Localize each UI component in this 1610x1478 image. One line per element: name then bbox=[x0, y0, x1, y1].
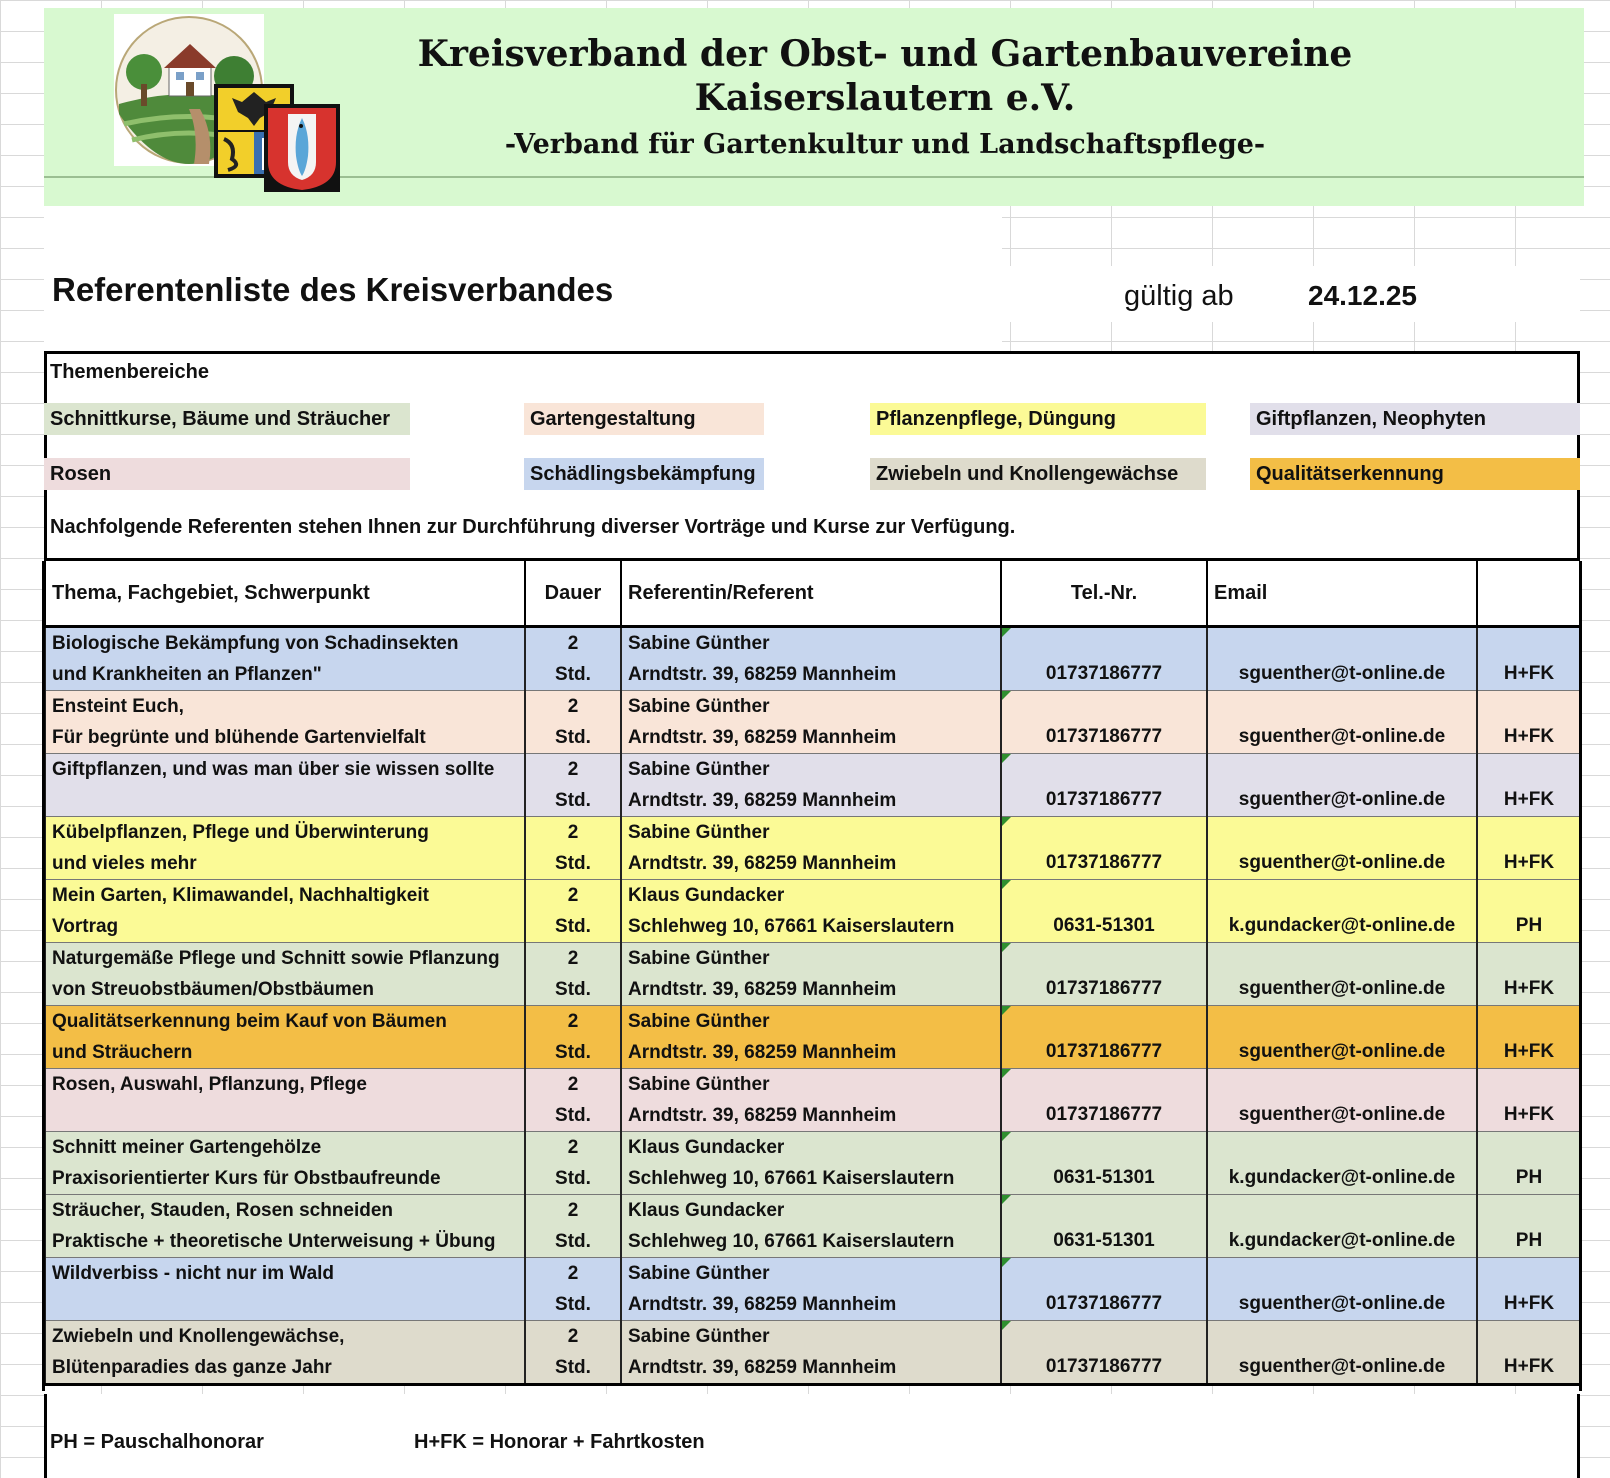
email-cell-email: k.gundacker@t-online.de bbox=[1228, 915, 1456, 936]
speaker-cell-name: Sabine Günther bbox=[628, 822, 770, 843]
topic-cell-topic2: Vortrag bbox=[52, 916, 119, 937]
phone-cell-phone: 0631-51301 bbox=[1053, 1167, 1155, 1188]
topic-cell-topic2: Für begrünte und blühende Gartenvielfalt bbox=[52, 727, 426, 748]
email-cell bbox=[1207, 880, 1477, 943]
email-cell-email: sguenther@t-online.de bbox=[1238, 789, 1446, 810]
duration-cell-dur2: Std. bbox=[555, 853, 591, 874]
date-area bbox=[1002, 266, 1580, 322]
email-cell-email: sguenther@t-online.de bbox=[1238, 663, 1446, 684]
organization-title-line2: Kaiserslautern e.V. bbox=[694, 77, 1076, 119]
phone-cell-phone: 01737186777 bbox=[1045, 663, 1163, 684]
topic-cell-topic1: Rosen, Auswahl, Pflanzung, Pflege bbox=[52, 1074, 367, 1095]
speaker-cell-name: Sabine Günther bbox=[628, 1011, 770, 1032]
topic-cell bbox=[45, 1006, 525, 1069]
column-header-email: Email bbox=[1207, 561, 1477, 627]
topic-cell bbox=[45, 1132, 525, 1195]
topic-chip-pruning: Schnittkurse, Bäume und Sträucher bbox=[44, 403, 410, 435]
topic-cell bbox=[45, 1258, 525, 1321]
phone-cell-phone: 01737186777 bbox=[1045, 1293, 1163, 1314]
speaker-cell bbox=[621, 754, 1001, 817]
fee-cell-fee: PH bbox=[1515, 915, 1543, 936]
duration-cell bbox=[525, 627, 621, 691]
phone-cell bbox=[1001, 817, 1207, 880]
duration-cell-dur2: Std. bbox=[555, 727, 591, 748]
topic-cell-topic1: Ensteint Euch, bbox=[52, 696, 184, 717]
email-cell bbox=[1207, 1006, 1477, 1069]
email-cell bbox=[1207, 1258, 1477, 1321]
speaker-cell-address: Schlehweg 10, 67661 Kaiserslautern bbox=[628, 1168, 955, 1189]
fee-cell bbox=[1477, 943, 1581, 1006]
topic-cell-topic2: Blütenparadies das ganze Jahr bbox=[52, 1357, 332, 1378]
speaker-cell-name: Sabine Günther bbox=[628, 1263, 770, 1284]
phone-cell bbox=[1001, 627, 1207, 691]
speaker-cell-address: Arndtstr. 39, 68259 Mannheim bbox=[628, 853, 897, 874]
fee-cell bbox=[1477, 1069, 1581, 1132]
topic-chip-garden-design: Gartengestaltung bbox=[524, 403, 764, 435]
email-cell bbox=[1207, 1195, 1477, 1258]
topic-cell bbox=[45, 817, 525, 880]
phone-cell bbox=[1001, 880, 1207, 943]
duration-cell-dur2: Std. bbox=[555, 1168, 591, 1189]
speaker-cell-address: Arndtstr. 39, 68259 Mannheim bbox=[628, 1042, 897, 1063]
speaker-cell bbox=[621, 943, 1001, 1006]
column-header-speaker: Referentin/Referent bbox=[621, 561, 1001, 627]
fee-cell bbox=[1477, 1195, 1581, 1258]
speaker-cell-address: Schlehweg 10, 67661 Kaiserslautern bbox=[628, 916, 955, 937]
duration-cell bbox=[525, 691, 621, 754]
table-row bbox=[45, 1006, 1581, 1069]
phone-cell bbox=[1001, 691, 1207, 754]
topic-chip-bulbs: Zwiebeln und Knollengewächse bbox=[870, 458, 1206, 490]
topic-cell-topic1: Mein Garten, Klimawandel, Nachhaltigkeit bbox=[52, 885, 429, 906]
organization-title-line1: Kreisverband der Obst- und Gartenbauvereine bbox=[417, 33, 1353, 75]
phone-cell-phone: 01737186777 bbox=[1045, 789, 1163, 810]
topic-cell-topic1: Qualitätserkennung beim Kauf von Bäumen bbox=[52, 1011, 447, 1032]
duration-cell-dur1: 2 bbox=[567, 1263, 579, 1284]
topic-cell bbox=[45, 691, 525, 754]
speaker-cell-address: Arndtstr. 39, 68259 Mannheim bbox=[628, 979, 897, 1000]
phone-cell-phone: 01737186777 bbox=[1045, 1356, 1163, 1377]
legend-bg bbox=[47, 1394, 1577, 1478]
fish-coat-of-arms-icon bbox=[264, 104, 340, 192]
fee-cell bbox=[1477, 691, 1581, 754]
topic-cell bbox=[45, 1321, 525, 1385]
speaker-cell bbox=[621, 627, 1001, 691]
table-row bbox=[45, 691, 1581, 754]
duration-cell-dur2: Std. bbox=[555, 979, 591, 1000]
duration-cell bbox=[525, 880, 621, 943]
legend-ph: PH = Pauschalhonorar bbox=[50, 1431, 264, 1453]
duration-cell bbox=[525, 1321, 621, 1385]
fee-cell-fee: H+FK bbox=[1503, 1356, 1555, 1377]
table-row bbox=[45, 1069, 1581, 1132]
phone-cell-phone: 0631-51301 bbox=[1053, 1230, 1155, 1251]
speaker-cell-name: Klaus Gundacker bbox=[628, 885, 785, 906]
topic-cell-topic1: Giftpflanzen, und was man über sie wissen sollte bbox=[52, 759, 495, 780]
topic-heading: Themenbereiche bbox=[50, 361, 209, 383]
speaker-cell-address: Arndtstr. 39, 68259 Mannheim bbox=[628, 1357, 897, 1378]
duration-cell-dur1: 2 bbox=[567, 1074, 579, 1095]
speaker-table bbox=[44, 561, 1582, 1386]
topic-cell bbox=[45, 1069, 525, 1132]
email-cell bbox=[1207, 817, 1477, 880]
fee-cell bbox=[1477, 1006, 1581, 1069]
speaker-cell-name: Klaus Gundacker bbox=[628, 1137, 785, 1158]
duration-cell bbox=[525, 1069, 621, 1132]
table-row bbox=[45, 880, 1581, 943]
speaker-cell-address: Arndtstr. 39, 68259 Mannheim bbox=[628, 1105, 897, 1126]
topic-chip-pest-control: Schädlingsbekämpfung bbox=[524, 458, 764, 490]
duration-cell bbox=[525, 1132, 621, 1195]
duration-cell bbox=[525, 943, 621, 1006]
duration-cell-dur1: 2 bbox=[567, 759, 579, 780]
speaker-table-wrap bbox=[44, 561, 1580, 1386]
duration-cell-dur2: Std. bbox=[555, 916, 591, 937]
phone-cell bbox=[1001, 1195, 1207, 1258]
duration-cell-dur1: 2 bbox=[567, 1326, 579, 1347]
fee-cell bbox=[1477, 880, 1581, 943]
speaker-cell bbox=[621, 1195, 1001, 1258]
speaker-cell-name: Sabine Günther bbox=[628, 1326, 770, 1347]
table-row bbox=[45, 1195, 1581, 1258]
email-cell bbox=[1207, 1069, 1477, 1132]
speaker-cell bbox=[621, 1006, 1001, 1069]
table-row bbox=[45, 943, 1581, 1006]
column-header-duration: Dauer bbox=[525, 561, 621, 627]
duration-cell-dur1: 2 bbox=[567, 822, 579, 843]
topic-chip-quality: Qualitätserkennung bbox=[1250, 458, 1580, 490]
speaker-cell-name: Klaus Gundacker bbox=[628, 1200, 785, 1221]
email-cell-email: sguenther@t-online.de bbox=[1238, 1104, 1446, 1125]
duration-cell-dur2: Std. bbox=[555, 790, 591, 811]
table-row bbox=[45, 817, 1581, 880]
duration-cell bbox=[525, 1195, 621, 1258]
topic-chip-poison-plants: Giftpflanzen, Neophyten bbox=[1250, 403, 1580, 435]
table-row bbox=[45, 1258, 1581, 1321]
topic-cell bbox=[45, 754, 525, 817]
fee-cell-fee: PH bbox=[1515, 1230, 1543, 1251]
email-cell-email: sguenther@t-online.de bbox=[1238, 852, 1446, 873]
phone-cell bbox=[1001, 1132, 1207, 1195]
email-cell-email: sguenther@t-online.de bbox=[1238, 1041, 1446, 1062]
table-row bbox=[45, 627, 1581, 691]
phone-cell-phone: 01737186777 bbox=[1045, 852, 1163, 873]
speaker-cell-address: Arndtstr. 39, 68259 Mannheim bbox=[628, 727, 897, 748]
email-cell bbox=[1207, 1132, 1477, 1195]
email-cell bbox=[1207, 754, 1477, 817]
phone-cell-phone: 0631-51301 bbox=[1053, 915, 1155, 936]
speaker-cell-name: Sabine Günther bbox=[628, 633, 770, 654]
fee-cell-fee: H+FK bbox=[1503, 789, 1555, 810]
duration-cell-dur1: 2 bbox=[567, 633, 579, 654]
topic-cell-topic2: Praktische + theoretische Unterweisung + Übung bbox=[52, 1231, 496, 1252]
duration-cell-dur2: Std. bbox=[555, 1357, 591, 1378]
topic-cell bbox=[45, 943, 525, 1006]
speaker-cell bbox=[621, 1258, 1001, 1321]
topic-cell bbox=[45, 627, 525, 691]
speaker-cell bbox=[621, 880, 1001, 943]
duration-cell bbox=[525, 754, 621, 817]
duration-cell-dur1: 2 bbox=[567, 1011, 579, 1032]
speaker-cell bbox=[621, 1132, 1001, 1195]
speaker-cell bbox=[621, 1321, 1001, 1385]
speaker-cell bbox=[621, 1069, 1001, 1132]
topic-chip-roses: Rosen bbox=[44, 458, 410, 490]
topic-cell bbox=[45, 1195, 525, 1258]
speaker-cell-address: Arndtstr. 39, 68259 Mannheim bbox=[628, 1294, 897, 1315]
table-row bbox=[45, 1132, 1581, 1195]
topic-cell bbox=[45, 880, 525, 943]
topic-cell-topic2 bbox=[52, 785, 518, 816]
fee-cell-fee: H+FK bbox=[1503, 726, 1555, 747]
duration-cell bbox=[525, 817, 621, 880]
phone-cell-phone: 01737186777 bbox=[1045, 1104, 1163, 1125]
phone-cell-phone: 01737186777 bbox=[1045, 1041, 1163, 1062]
topic-cell-topic2: Praxisorientierter Kurs für Obstbaufreunde bbox=[52, 1168, 441, 1189]
fee-cell-fee: PH bbox=[1515, 1167, 1543, 1188]
phone-cell bbox=[1001, 1069, 1207, 1132]
speaker-cell-name: Sabine Günther bbox=[628, 696, 770, 717]
email-cell-email: sguenther@t-online.de bbox=[1238, 726, 1446, 747]
topic-cell-topic1: Kübelpflanzen, Pflege und Überwinterung bbox=[52, 822, 429, 843]
fee-cell-fee: H+FK bbox=[1503, 1041, 1555, 1062]
fee-cell-fee: H+FK bbox=[1503, 663, 1555, 684]
legend-hfk: H+FK = Honorar + Fahrtkosten bbox=[414, 1431, 705, 1453]
fee-cell bbox=[1477, 1321, 1581, 1385]
duration-cell-dur1: 2 bbox=[567, 1200, 579, 1221]
duration-cell bbox=[525, 1006, 621, 1069]
phone-cell bbox=[1001, 1006, 1207, 1069]
topic-chip-plant-care: Pflanzenpflege, Düngung bbox=[870, 403, 1206, 435]
valid-from-label: gültig ab bbox=[1124, 280, 1234, 312]
duration-cell-dur2: Std. bbox=[555, 1105, 591, 1126]
speaker-cell-address: Arndtstr. 39, 68259 Mannheim bbox=[628, 664, 897, 685]
duration-cell-dur2: Std. bbox=[555, 1231, 591, 1252]
fee-cell bbox=[1477, 1258, 1581, 1321]
topic-cell-topic2 bbox=[52, 1289, 518, 1320]
topic-cell-topic1: Schnitt meiner Gartengehölze bbox=[52, 1137, 322, 1158]
fee-cell-fee: H+FK bbox=[1503, 852, 1555, 873]
organization-subtitle: -Verband für Gartenkultur und Landschaftspflege- bbox=[504, 129, 1266, 160]
column-header-topic: Thema, Fachgebiet, Schwerpunkt bbox=[45, 561, 525, 627]
duration-cell-dur1: 2 bbox=[567, 948, 579, 969]
topic-cell-topic1: Biologische Bekämpfung von Schadinsekten bbox=[52, 633, 459, 654]
duration-cell-dur2: Std. bbox=[555, 664, 591, 685]
duration-cell bbox=[525, 1258, 621, 1321]
speaker-cell bbox=[621, 817, 1001, 880]
duration-cell-dur1: 2 bbox=[567, 1137, 579, 1158]
topic-cell-topic2: und Krankheiten an Pflanzen" bbox=[52, 664, 322, 685]
email-cell bbox=[1207, 1321, 1477, 1385]
logo-group bbox=[114, 14, 350, 198]
organization-title bbox=[400, 32, 1370, 120]
table-row bbox=[45, 1321, 1581, 1385]
speaker-cell-name: Sabine Günther bbox=[628, 759, 770, 780]
topic-cell-topic1: Zwiebeln und Knollengewächse, bbox=[52, 1326, 345, 1347]
speaker-cell bbox=[621, 691, 1001, 754]
phone-cell bbox=[1001, 1258, 1207, 1321]
topic-cell-topic2: und Sträuchern bbox=[52, 1042, 193, 1063]
phone-cell bbox=[1001, 754, 1207, 817]
duration-cell-dur1: 2 bbox=[567, 885, 579, 906]
fee-cell bbox=[1477, 817, 1581, 880]
phone-cell bbox=[1001, 1321, 1207, 1385]
fee-cell-fee: H+FK bbox=[1503, 1293, 1555, 1314]
email-cell bbox=[1207, 691, 1477, 754]
phone-cell bbox=[1001, 943, 1207, 1006]
phone-cell-phone: 01737186777 bbox=[1045, 978, 1163, 999]
duration-cell-dur2: Std. bbox=[555, 1294, 591, 1315]
email-cell bbox=[1207, 943, 1477, 1006]
page-title: Referentenliste des Kreisverbandes bbox=[52, 271, 614, 308]
fee-cell-fee: H+FK bbox=[1503, 1104, 1555, 1125]
email-cell-email: sguenther@t-online.de bbox=[1238, 1293, 1446, 1314]
speaker-cell-name: Sabine Günther bbox=[628, 1074, 770, 1095]
email-cell-email: sguenther@t-online.de bbox=[1238, 978, 1446, 999]
topic-cell-topic1: Naturgemäße Pflege und Schnitt sowie Pflanzung bbox=[52, 948, 500, 969]
email-cell-email: k.gundacker@t-online.de bbox=[1228, 1167, 1456, 1188]
table-header-row bbox=[45, 561, 1581, 627]
email-cell-email: k.gundacker@t-online.de bbox=[1228, 1230, 1456, 1251]
phone-cell-phone: 01737186777 bbox=[1045, 726, 1163, 747]
topic-cell-topic1: Sträucher, Stauden, Rosen schneiden bbox=[52, 1200, 394, 1221]
fee-cell bbox=[1477, 754, 1581, 817]
fee-cell-fee: H+FK bbox=[1503, 978, 1555, 999]
fee-cell bbox=[1477, 1132, 1581, 1195]
speaker-cell-name: Sabine Günther bbox=[628, 948, 770, 969]
email-cell bbox=[1207, 627, 1477, 691]
topic-cell-topic1: Wildverbiss - nicht nur im Wald bbox=[52, 1263, 335, 1284]
column-header-fee bbox=[1477, 561, 1581, 627]
intro-text: Nachfolgende Referenten stehen Ihnen zur Durchführung diverser Vorträge und Kurse zur Verfügung. bbox=[50, 516, 1016, 538]
duration-cell-dur1: 2 bbox=[567, 696, 579, 717]
topic-cell-topic2 bbox=[52, 1100, 518, 1131]
valid-from-date: 24.12.25 bbox=[1308, 280, 1417, 311]
topic-cell-topic2: und vieles mehr bbox=[52, 853, 197, 874]
speaker-cell-address: Schlehweg 10, 67661 Kaiserslautern bbox=[628, 1231, 955, 1252]
fee-cell bbox=[1477, 627, 1581, 691]
email-cell-email: sguenther@t-online.de bbox=[1238, 1356, 1446, 1377]
table-row bbox=[45, 754, 1581, 817]
speaker-cell-address: Arndtstr. 39, 68259 Mannheim bbox=[628, 790, 897, 811]
column-header-phone: Tel.-Nr. bbox=[1001, 561, 1207, 627]
duration-cell-dur2: Std. bbox=[555, 1042, 591, 1063]
topic-cell-topic2: von Streuobstbäumen/Obstbäumen bbox=[52, 979, 374, 1000]
